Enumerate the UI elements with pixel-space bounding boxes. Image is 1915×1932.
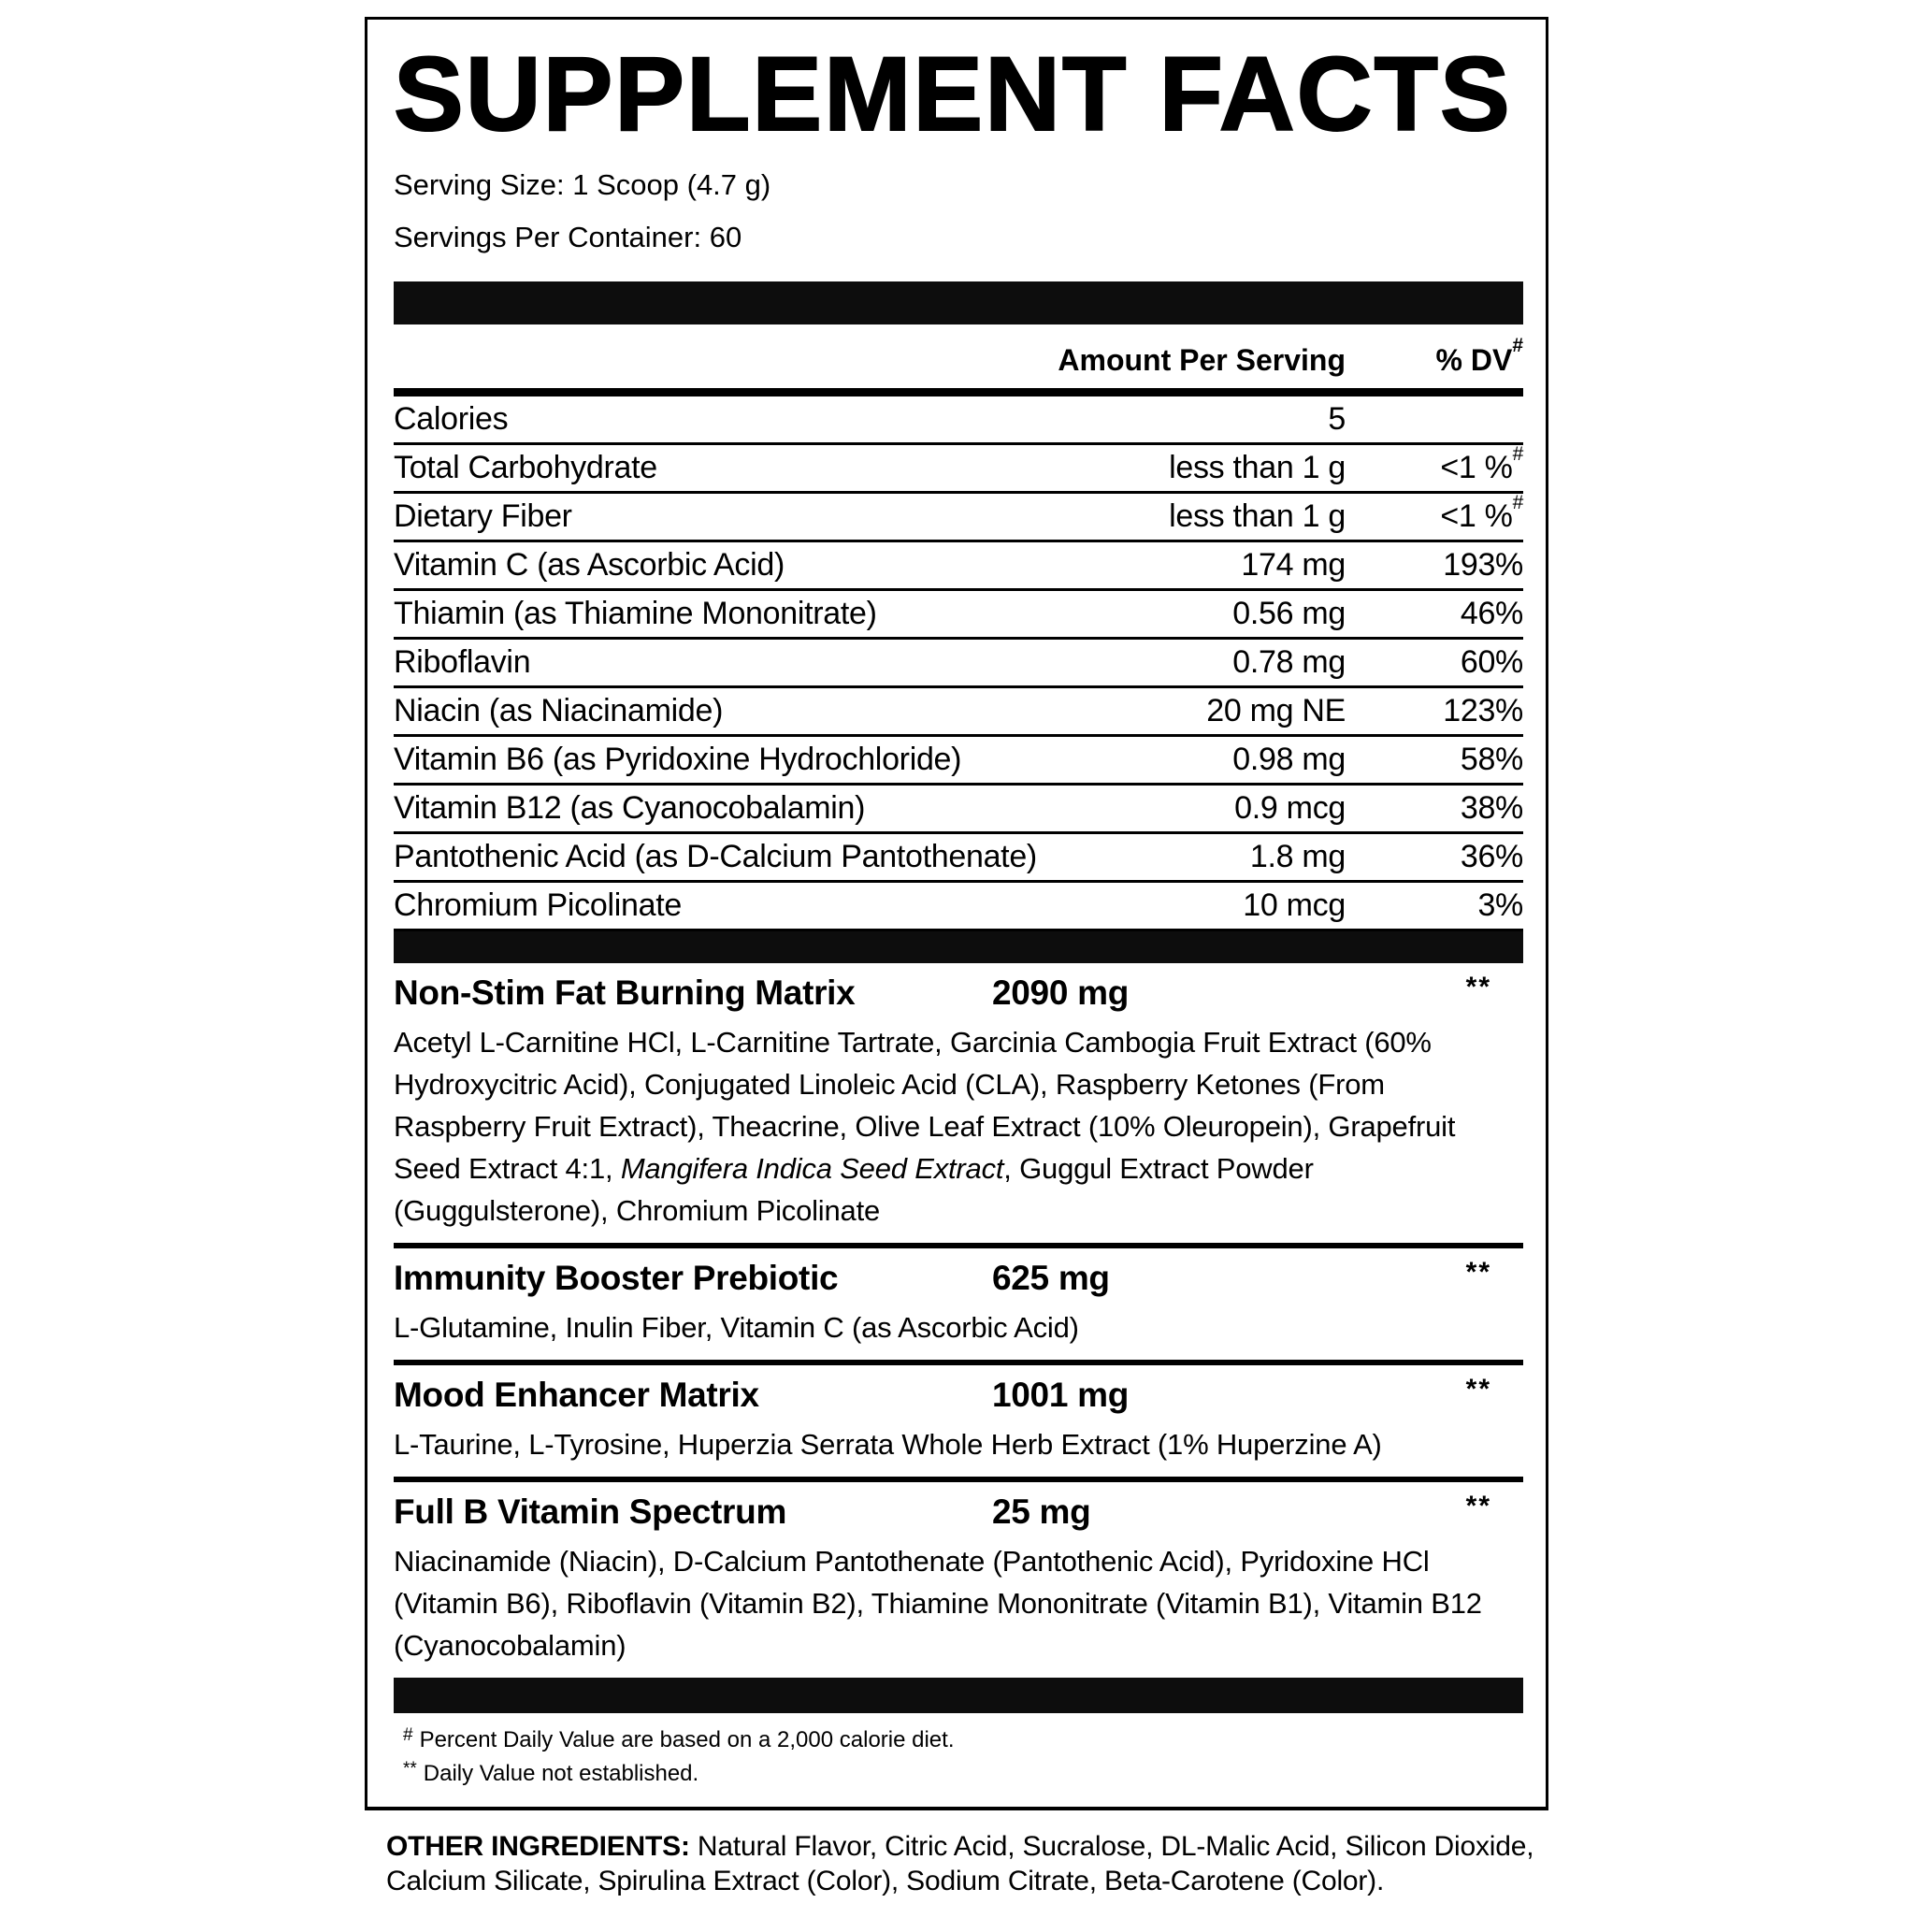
footnote-marker: # — [403, 1725, 413, 1745]
nutrient-daily-value-text: 36% — [1460, 839, 1523, 874]
blend-ingredients-text: L-Glutamine, Inulin Fiber, Vitamin C (as Ascorbic Acid) — [394, 1311, 1079, 1344]
percent-dv-header-text: % DV — [1435, 343, 1513, 377]
nutrient-amount: 20 mg NE — [1206, 693, 1346, 728]
nutrient-amount: less than 1 g — [1169, 498, 1346, 534]
nutrient-amount: 0.78 mg — [1232, 644, 1346, 680]
panel-title: SUPPLEMENT FACTS — [394, 36, 1512, 152]
blend-section — [394, 1477, 1523, 1678]
header-rule — [394, 388, 1523, 396]
nutrient-row — [394, 834, 1523, 883]
footnote — [403, 1758, 1523, 1792]
footnote — [403, 1724, 1523, 1758]
nutrient-name: Niacin (as Niacinamide) — [394, 693, 724, 728]
nutrient-amount: 1.8 mg — [1249, 839, 1346, 874]
blend-header — [394, 1258, 1523, 1299]
nutrient-daily-value-text: 123% — [1443, 693, 1523, 728]
nutrient-daily-value-text: 58% — [1460, 742, 1523, 777]
nutrient-row — [394, 737, 1523, 786]
blend-name: Mood Enhancer Matrix — [394, 1376, 759, 1414]
supplement-facts-panel — [365, 17, 1548, 1810]
blend-ingredients-text: Acetyl L-Carnitine HCl, L-Carnitine Tartrate, Garcinia Cambogia Fruit Extract (60% Hydroxycitric Acid), Conjugated Linoleic Acid (CLA), Raspberry Ketones (From Raspberry Fruit Extract), Theacrine, Olive Leaf Extract (10% Oleuropein), Grapefruit Seed Extract 4:1, — [394, 1026, 1456, 1185]
blend-ingredients — [394, 1423, 1523, 1465]
nutrient-daily-value — [1346, 742, 1523, 778]
blend-daily-value-mark: ** — [1465, 1257, 1491, 1288]
nutrient-name: Vitamin B6 (as Pyridoxine Hydrochloride) — [394, 742, 962, 777]
servings-per-container-line: Servings Per Container: 60 — [394, 221, 742, 253]
nutrient-daily-value-text: <1 % — [1440, 450, 1513, 485]
blend-section — [394, 1243, 1523, 1360]
nutrient-amount: 10 mcg — [1243, 887, 1346, 923]
percent-dv-header — [1346, 335, 1523, 379]
nutrient-amount: 5 — [1328, 401, 1346, 437]
nutrient-footnote-mark: # — [1512, 442, 1523, 465]
nutrient-table — [394, 396, 1523, 931]
blend-ingredients — [394, 1540, 1523, 1666]
blend-amount: 25 mg — [992, 1492, 1091, 1531]
footnote-text: Daily Value not established. — [423, 1761, 699, 1786]
blend-section — [394, 963, 1523, 1243]
nutrient-row — [394, 591, 1523, 640]
blend-ingredients — [394, 1021, 1523, 1232]
nutrient-row — [394, 883, 1523, 931]
nutrient-row — [394, 688, 1523, 737]
divider-bar-middle — [394, 931, 1523, 963]
percent-dv-header-footnote-mark: # — [1512, 335, 1523, 357]
nutrient-name: Dietary Fiber — [394, 498, 572, 534]
blend-name: Immunity Booster Prebiotic — [394, 1259, 839, 1297]
blend-ingredients — [394, 1306, 1523, 1348]
nutrient-row — [394, 396, 1523, 445]
blend-section — [394, 1360, 1523, 1477]
blend-daily-value-mark: ** — [1465, 1491, 1491, 1521]
nutrient-name: Chromium Picolinate — [394, 887, 682, 923]
nutrient-daily-value-text: 46% — [1460, 596, 1523, 631]
nutrient-daily-value — [1346, 442, 1523, 486]
other-ingredients-label: OTHER INGREDIENTS: — [386, 1831, 690, 1862]
nutrient-name: Calories — [394, 401, 509, 437]
nutrient-amount: 0.9 mcg — [1234, 790, 1346, 826]
divider-bar-top — [394, 281, 1523, 324]
amount-per-serving-header: Amount Per Serving — [1058, 343, 1346, 377]
nutrient-row — [394, 442, 1523, 494]
blend-header — [394, 1375, 1523, 1416]
nutrient-daily-value-text: 3% — [1477, 887, 1523, 923]
nutrient-daily-value-text: 193% — [1443, 547, 1523, 583]
nutrient-daily-value — [1346, 596, 1523, 632]
nutrient-amount: 0.56 mg — [1232, 596, 1346, 631]
nutrient-daily-value-text: 38% — [1460, 790, 1523, 826]
nutrient-name: Vitamin C (as Ascorbic Acid) — [394, 547, 785, 583]
nutrient-daily-value — [1346, 547, 1523, 584]
nutrient-daily-value — [1346, 790, 1523, 827]
other-ingredients-text: Natural Flavor, Citric Acid, Sucralose, DL-Malic Acid, Silicon Dioxide, Calcium Silicate, Spirulina Extract (Color), Sodium Citrate, Beta-Carotene (Color). — [386, 1831, 1534, 1896]
blend-ingredients-text: L-Taurine, L-Tyrosine, Huperzia Serrata Whole Herb Extract (1% Huperzine A) — [394, 1428, 1382, 1461]
nutrient-daily-value-text: 60% — [1460, 644, 1523, 680]
footnotes — [394, 1724, 1523, 1792]
nutrient-name: Thiamin (as Thiamine Mononitrate) — [394, 596, 877, 631]
nutrient-row — [394, 542, 1523, 591]
blend-amount: 625 mg — [992, 1259, 1110, 1297]
nutrient-amount: 174 mg — [1241, 547, 1346, 583]
blend-ingredients-text-cont: , Guggul Extract Powder (Guggulsterone), Chromium Picolinate — [394, 1152, 1314, 1227]
nutrient-row — [394, 640, 1523, 688]
column-header-row — [394, 335, 1523, 379]
nutrient-name: Riboflavin — [394, 644, 531, 680]
blend-ingredients-text: Niacinamide (Niacin), D-Calcium Pantothenate (Pantothenic Acid), Pyridoxine HCl (Vitamin B6), Riboflavin (Vitamin B2), Thiamine Mononitrate (Vitamin B1), Vitamin B12 (Cyanocobalamin) — [394, 1545, 1482, 1662]
blend-daily-value-mark: ** — [1465, 972, 1491, 1002]
blend-name: Non-Stim Fat Burning Matrix — [394, 973, 856, 1012]
blend-name: Full B Vitamin Spectrum — [394, 1492, 787, 1531]
footnote-marker: ** — [403, 1759, 417, 1779]
nutrient-daily-value — [1346, 491, 1523, 535]
blend-header — [394, 973, 1523, 1014]
blend-amount: 1001 mg — [992, 1376, 1129, 1414]
blend-amount: 2090 mg — [992, 973, 1129, 1012]
nutrient-amount: less than 1 g — [1169, 450, 1346, 485]
nutrient-amount: 0.98 mg — [1232, 742, 1346, 777]
footnote-text: Percent Daily Value are based on a 2,000 calorie diet. — [419, 1727, 955, 1752]
nutrient-daily-value-text: <1 % — [1440, 498, 1513, 534]
nutrient-daily-value — [1346, 693, 1523, 729]
nutrient-row — [394, 491, 1523, 542]
nutrient-row — [394, 786, 1523, 834]
nutrient-footnote-mark: # — [1512, 491, 1523, 513]
nutrient-name: Total Carbohydrate — [394, 450, 657, 485]
serving-size-line: Serving Size: 1 Scoop (4.7 g) — [394, 168, 771, 201]
divider-bar-bottom — [394, 1678, 1523, 1713]
nutrient-daily-value — [1346, 839, 1523, 875]
other-ingredients — [386, 1829, 1553, 1898]
nutrient-name: Vitamin B12 (as Cyanocobalamin) — [394, 790, 866, 826]
blend-daily-value-mark: ** — [1465, 1374, 1491, 1405]
nutrient-name: Pantothenic Acid (as D-Calcium Pantothenate) — [394, 839, 1037, 874]
blend-ingredients-italic-text: Mangifera Indica Seed Extract — [620, 1152, 1004, 1185]
proprietary-blends — [394, 963, 1523, 1678]
blend-header — [394, 1492, 1523, 1533]
nutrient-daily-value — [1346, 644, 1523, 681]
nutrient-daily-value — [1346, 887, 1523, 924]
